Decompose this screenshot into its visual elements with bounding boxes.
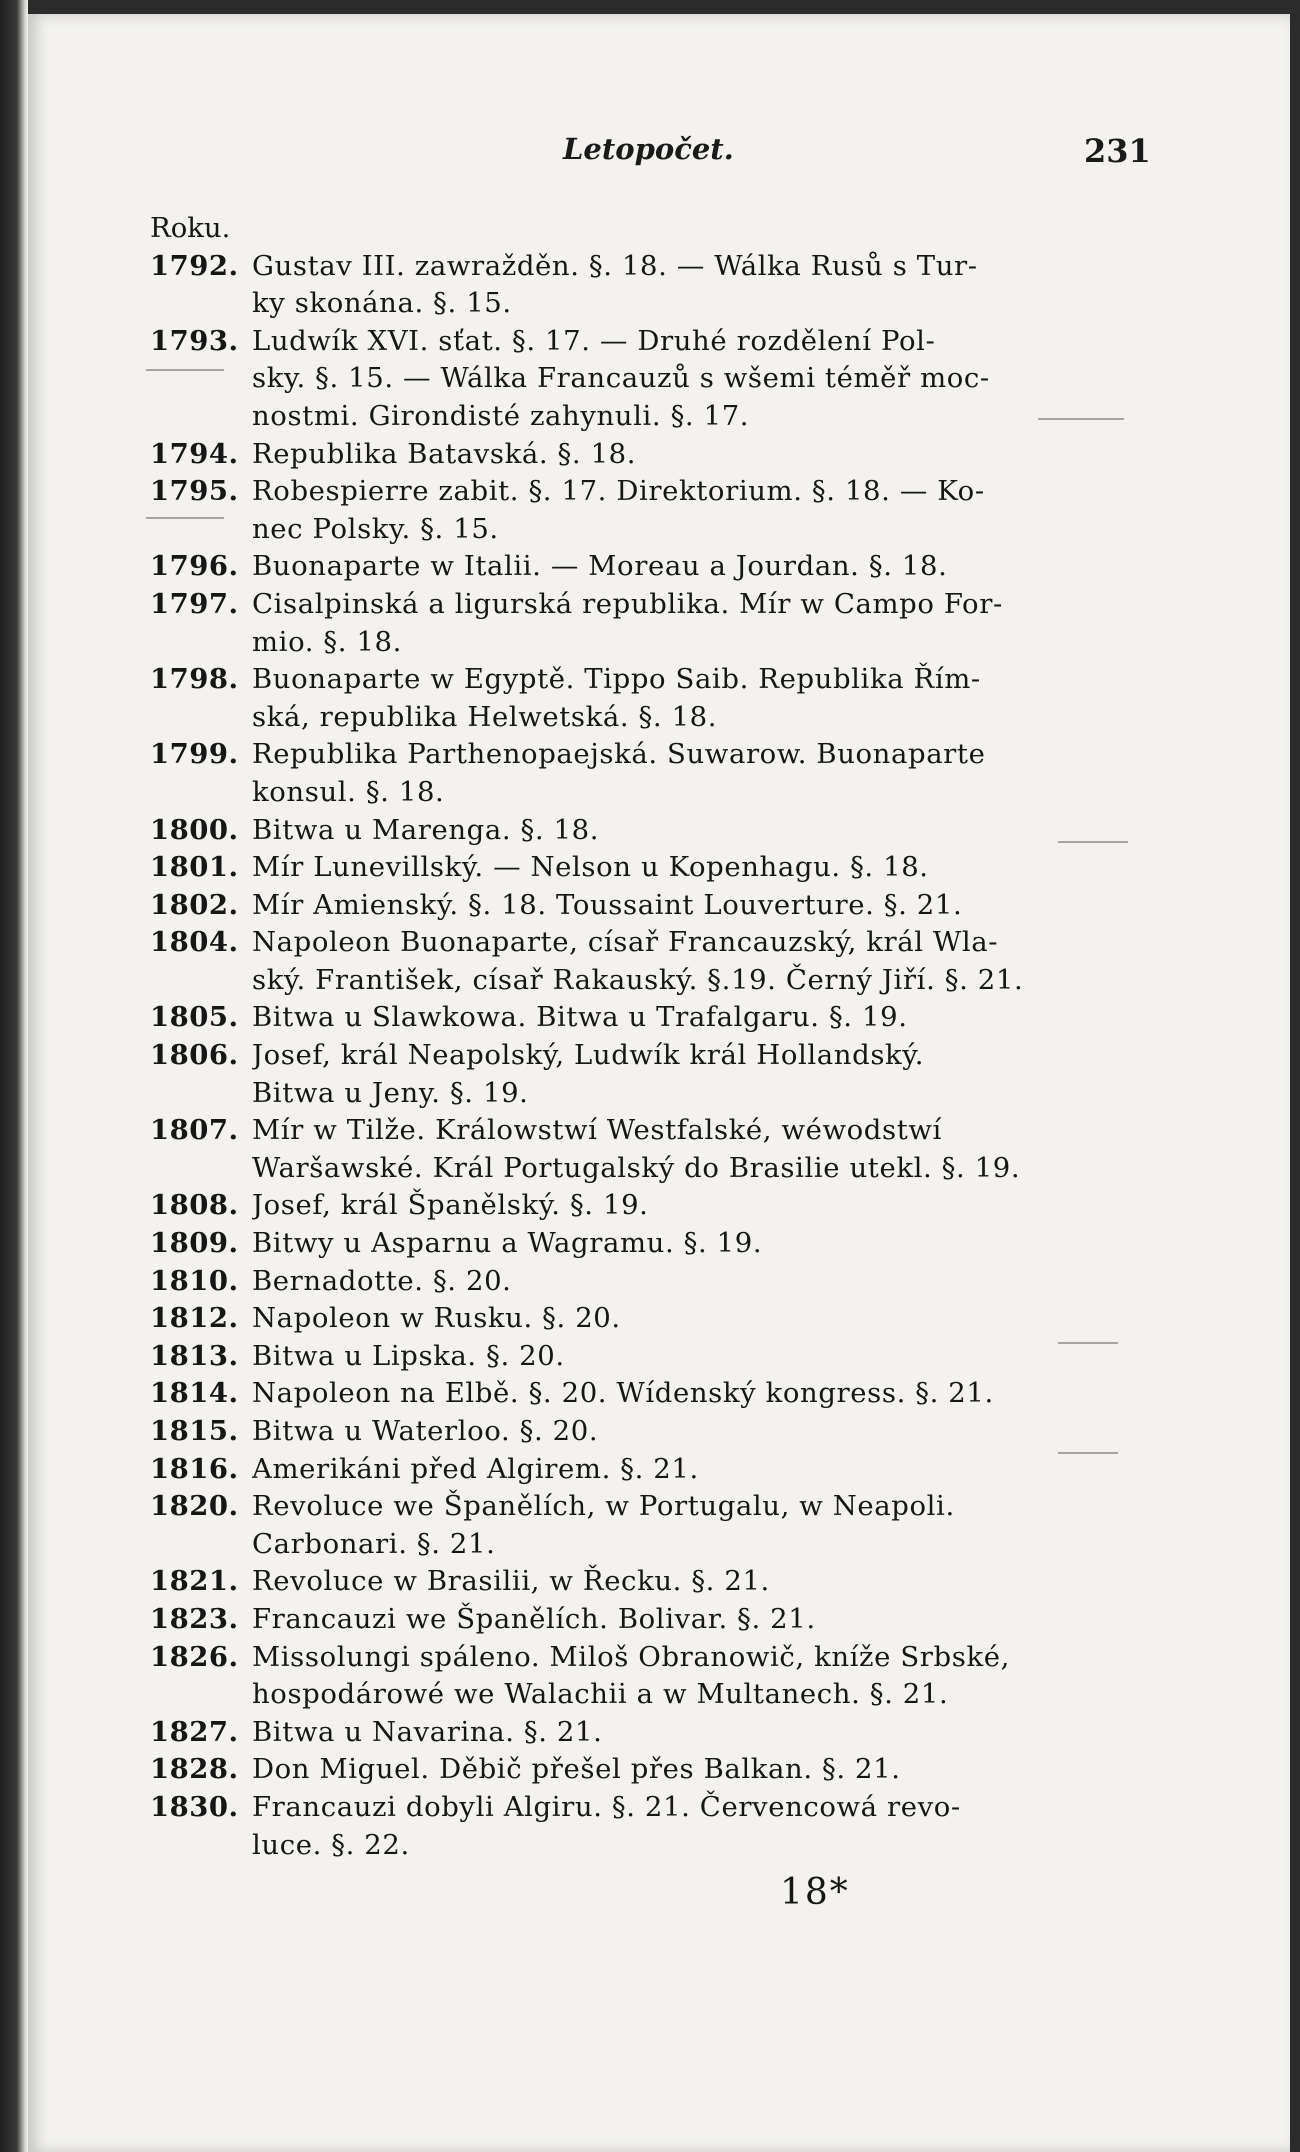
chronology-entry bbox=[150, 436, 1155, 474]
entry-text-line: Carbonari. §. 21. bbox=[252, 1527, 496, 1560]
entry-text bbox=[252, 1714, 1155, 1752]
entry-year: 1828. bbox=[150, 1753, 239, 1786]
chronology-entry bbox=[150, 1263, 1155, 1301]
entry-text bbox=[252, 1601, 1155, 1639]
entry-text-line: konsul. §. 18. bbox=[252, 775, 445, 808]
entry-text-line: mio. §. 18. bbox=[252, 625, 402, 658]
entries-container bbox=[150, 248, 1155, 1865]
page-number: 231 bbox=[1084, 132, 1151, 170]
chronology-list bbox=[150, 210, 1155, 1864]
entry-text-line: Waršawské. Král Portugalský do Brasilie utekl. §. 19. bbox=[252, 1151, 1021, 1184]
entry-text bbox=[252, 323, 1155, 436]
entry-text bbox=[252, 1225, 1155, 1263]
entry-text-line: Ludwík XVI. sťat. §. 17. — Druhé rozdělení Pol- bbox=[252, 324, 936, 357]
entry-year: 1799. bbox=[150, 738, 239, 771]
entry-text-line: Don Miguel. Děbič přešel přes Balkan. §. 21. bbox=[252, 1753, 901, 1786]
chronology-entry bbox=[150, 661, 1155, 736]
entry-year: 1792. bbox=[150, 249, 239, 282]
entry-year: 1830. bbox=[150, 1790, 239, 1823]
entry-year: 1827. bbox=[150, 1715, 239, 1748]
entry-year: 1794. bbox=[150, 437, 239, 470]
entry-text bbox=[252, 1751, 1155, 1789]
entry-text bbox=[252, 1789, 1155, 1864]
entry-text bbox=[252, 436, 1155, 474]
chronology-entry bbox=[150, 1225, 1155, 1263]
chronology-entry bbox=[150, 1338, 1155, 1376]
entry-text-line: Francauzi we Španělích. Bolivar. §. 21. bbox=[252, 1602, 816, 1635]
pencil-mark bbox=[1038, 418, 1124, 420]
entry-text bbox=[252, 1375, 1155, 1413]
entry-text-line: Buonaparte w Egyptě. Tippo Saib. Republika Řím- bbox=[252, 663, 981, 696]
entry-year: 1805. bbox=[150, 1001, 239, 1034]
entry-year: 1820. bbox=[150, 1490, 239, 1523]
entry-year: 1813. bbox=[150, 1339, 239, 1372]
entry-text-line: Missolungi spáleno. Miloš Obranowič, kníže Srbské, bbox=[252, 1640, 1010, 1673]
chronology-entry bbox=[150, 887, 1155, 925]
entry-text bbox=[252, 1639, 1155, 1714]
entry-text bbox=[252, 1451, 1155, 1489]
entry-text-line: Bitwa u Jeny. §. 19. bbox=[252, 1076, 529, 1109]
entry-text bbox=[252, 1413, 1155, 1451]
entry-text-line: Mír w Tilže. Králowstwí Westfalské, wéwodstwí bbox=[252, 1114, 942, 1147]
entry-text-line: Napoleon w Rusku. §. 20. bbox=[252, 1302, 621, 1335]
pencil-mark bbox=[1058, 841, 1128, 843]
entry-year: 1814. bbox=[150, 1377, 239, 1410]
chronology-entry bbox=[150, 924, 1155, 999]
entry-text-line: nec Polsky. §. 15. bbox=[252, 512, 499, 545]
entry-text-line: Bitwa u Waterloo. §. 20. bbox=[252, 1415, 599, 1447]
pencil-mark bbox=[146, 517, 224, 519]
chronology-entry bbox=[150, 1639, 1155, 1714]
entry-year: 1797. bbox=[150, 587, 239, 620]
entry-text bbox=[252, 924, 1155, 999]
entry-text-line: Robespierre zabit. §. 17. Direktorium. §. 18. — Ko- bbox=[252, 475, 985, 508]
entry-text-line: Francauzi dobyli Algiru. §. 21. Červencowá revo- bbox=[252, 1790, 961, 1823]
chronology-entry bbox=[150, 323, 1155, 436]
entry-text-line: ky skonána. §. 15. bbox=[252, 287, 512, 320]
chronology-entry bbox=[150, 1601, 1155, 1639]
entry-text-line: Mír Lunevillský. — Nelson u Kopenhagu. §. 18. bbox=[252, 851, 929, 884]
chronology-entry bbox=[150, 1413, 1155, 1451]
pencil-mark bbox=[1058, 1452, 1118, 1454]
entry-text bbox=[252, 812, 1155, 850]
entry-text-line: hospodárowé we Walachii a w Multanech. §. 21. bbox=[252, 1678, 949, 1711]
entry-year: 1793. bbox=[150, 324, 239, 357]
chronology-entry bbox=[150, 1714, 1155, 1752]
entry-text-line: Bitwy u Asparnu a Wagramu. §. 19. bbox=[252, 1227, 763, 1260]
entry-year: 1796. bbox=[150, 550, 239, 583]
entry-year: 1823. bbox=[150, 1602, 239, 1635]
chronology-entry bbox=[150, 1300, 1155, 1338]
chronology-entry bbox=[150, 999, 1155, 1037]
entry-text bbox=[252, 1563, 1155, 1601]
chronology-entry bbox=[150, 1563, 1155, 1601]
entry-text bbox=[252, 548, 1155, 586]
chronology-entry bbox=[150, 849, 1155, 887]
book-page bbox=[28, 14, 1290, 2152]
entry-text bbox=[252, 661, 1155, 736]
entry-text-line: Bitwa u Slawkowa. Bitwa u Trafalgaru. §. 19. bbox=[252, 1001, 908, 1034]
chronology-entry bbox=[150, 1751, 1155, 1789]
entry-text bbox=[252, 999, 1155, 1037]
entry-text-line: nostmi. Girondisté zahynuli. §. 17. bbox=[252, 399, 750, 432]
entry-text-line: Republika Parthenopaejská. Suwarow. Buonaparte bbox=[252, 738, 986, 771]
entry-text-line: Amerikáni před Algirem. §. 21. bbox=[252, 1452, 699, 1485]
entry-text-line: Buonaparte w Italii. — Moreau a Jourdan. §. 18. bbox=[252, 550, 948, 583]
entry-text bbox=[252, 1037, 1155, 1112]
entry-text bbox=[252, 1112, 1155, 1187]
entry-year: 1815. bbox=[150, 1415, 239, 1447]
entry-year: 1816. bbox=[150, 1452, 239, 1485]
entry-text-line: Revoluce we Španělích, w Portugalu, w Neapoli. bbox=[252, 1490, 955, 1523]
chronology-entry bbox=[150, 1451, 1155, 1489]
entry-year: 1826. bbox=[150, 1640, 239, 1673]
chronology-entry bbox=[150, 1187, 1155, 1225]
page-header bbox=[28, 132, 1290, 172]
chronology-entry bbox=[150, 1037, 1155, 1112]
entry-text bbox=[252, 736, 1155, 811]
entry-text-line: Bernadotte. §. 20. bbox=[252, 1264, 512, 1297]
entry-text-line: Mír Amienský. §. 18. Toussaint Louverture. §. 21. bbox=[252, 888, 963, 921]
entry-year: 1801. bbox=[150, 851, 239, 884]
pencil-mark bbox=[1058, 1342, 1118, 1344]
entry-text bbox=[252, 586, 1155, 661]
entry-text-line: Gustav III. zawražděn. §. 18. — Wálka Rusů s Tur- bbox=[252, 249, 978, 282]
chronology-entry bbox=[150, 1112, 1155, 1187]
entry-text-line: Bitwa u Lipska. §. 20. bbox=[252, 1339, 565, 1372]
entry-text bbox=[252, 887, 1155, 925]
entry-year: 1812. bbox=[150, 1302, 239, 1335]
entry-text bbox=[252, 248, 1155, 323]
entry-text bbox=[252, 849, 1155, 887]
entry-text bbox=[252, 1300, 1155, 1338]
entry-text bbox=[252, 473, 1155, 548]
entry-text-line: Josef, král Španělský. §. 19. bbox=[252, 1189, 649, 1222]
chronology-entry bbox=[150, 586, 1155, 661]
entry-year: 1795. bbox=[150, 475, 239, 508]
chronology-entry bbox=[150, 548, 1155, 586]
entry-year: 1807. bbox=[150, 1114, 239, 1147]
entry-text-line: Cisalpinská a ligurská republika. Mír w Campo For- bbox=[252, 587, 1003, 620]
chronology-entry bbox=[150, 1488, 1155, 1563]
entry-year: 1810. bbox=[150, 1264, 239, 1297]
entry-text bbox=[252, 1338, 1155, 1376]
printer-signature-mark: 18* bbox=[780, 1872, 850, 1913]
entry-year: 1802. bbox=[150, 888, 239, 921]
entry-year: 1808. bbox=[150, 1189, 239, 1222]
entry-text bbox=[252, 1187, 1155, 1225]
chronology-entry bbox=[150, 812, 1155, 850]
page-gutter-edge bbox=[0, 0, 28, 2152]
entry-text-line: ská, republika Helwetská. §. 18. bbox=[252, 700, 718, 733]
pencil-mark bbox=[146, 369, 224, 371]
entry-text-line: Josef, král Neapolský, Ludwík král Hollandský. bbox=[252, 1039, 925, 1072]
chronology-entry bbox=[150, 1789, 1155, 1864]
chronology-entry bbox=[150, 248, 1155, 323]
chronology-entry bbox=[150, 736, 1155, 811]
column-heading: Roku. bbox=[150, 212, 231, 244]
entry-year: 1804. bbox=[150, 926, 239, 959]
entry-text-line: luce. §. 22. bbox=[252, 1828, 410, 1861]
running-title: Letopočet. bbox=[563, 132, 734, 166]
entry-year: 1798. bbox=[150, 663, 239, 696]
entry-text-line: ský. František, císař Rakauský. §.19. Černý Jiří. §. 21. bbox=[252, 963, 1024, 996]
entry-text-line: Republika Batavská. §. 18. bbox=[252, 437, 637, 470]
entry-year: 1809. bbox=[150, 1227, 239, 1260]
entry-text-line: Napoleon na Elbě. §. 20. Wídenský kongress. §. 21. bbox=[252, 1377, 994, 1410]
entry-text bbox=[252, 1263, 1155, 1301]
entry-text bbox=[252, 1488, 1155, 1563]
entry-text-line: Bitwa u Marenga. §. 18. bbox=[252, 813, 600, 846]
entry-year: 1806. bbox=[150, 1039, 239, 1072]
chronology-entry bbox=[150, 1375, 1155, 1413]
entry-text-line: Revoluce w Brasilii, w Řecku. §. 21. bbox=[252, 1565, 770, 1598]
entry-year: 1800. bbox=[150, 813, 239, 846]
entry-year: 1821. bbox=[150, 1565, 239, 1598]
entry-text-line: Napoleon Buonaparte, císař Francauzský, král Wla- bbox=[252, 926, 999, 959]
entry-text-line: sky. §. 15. — Wálka Francauzů s wšemi téměř moc- bbox=[252, 362, 990, 395]
entry-text-line: Bitwa u Navarina. §. 21. bbox=[252, 1715, 603, 1748]
chronology-entry bbox=[150, 473, 1155, 548]
